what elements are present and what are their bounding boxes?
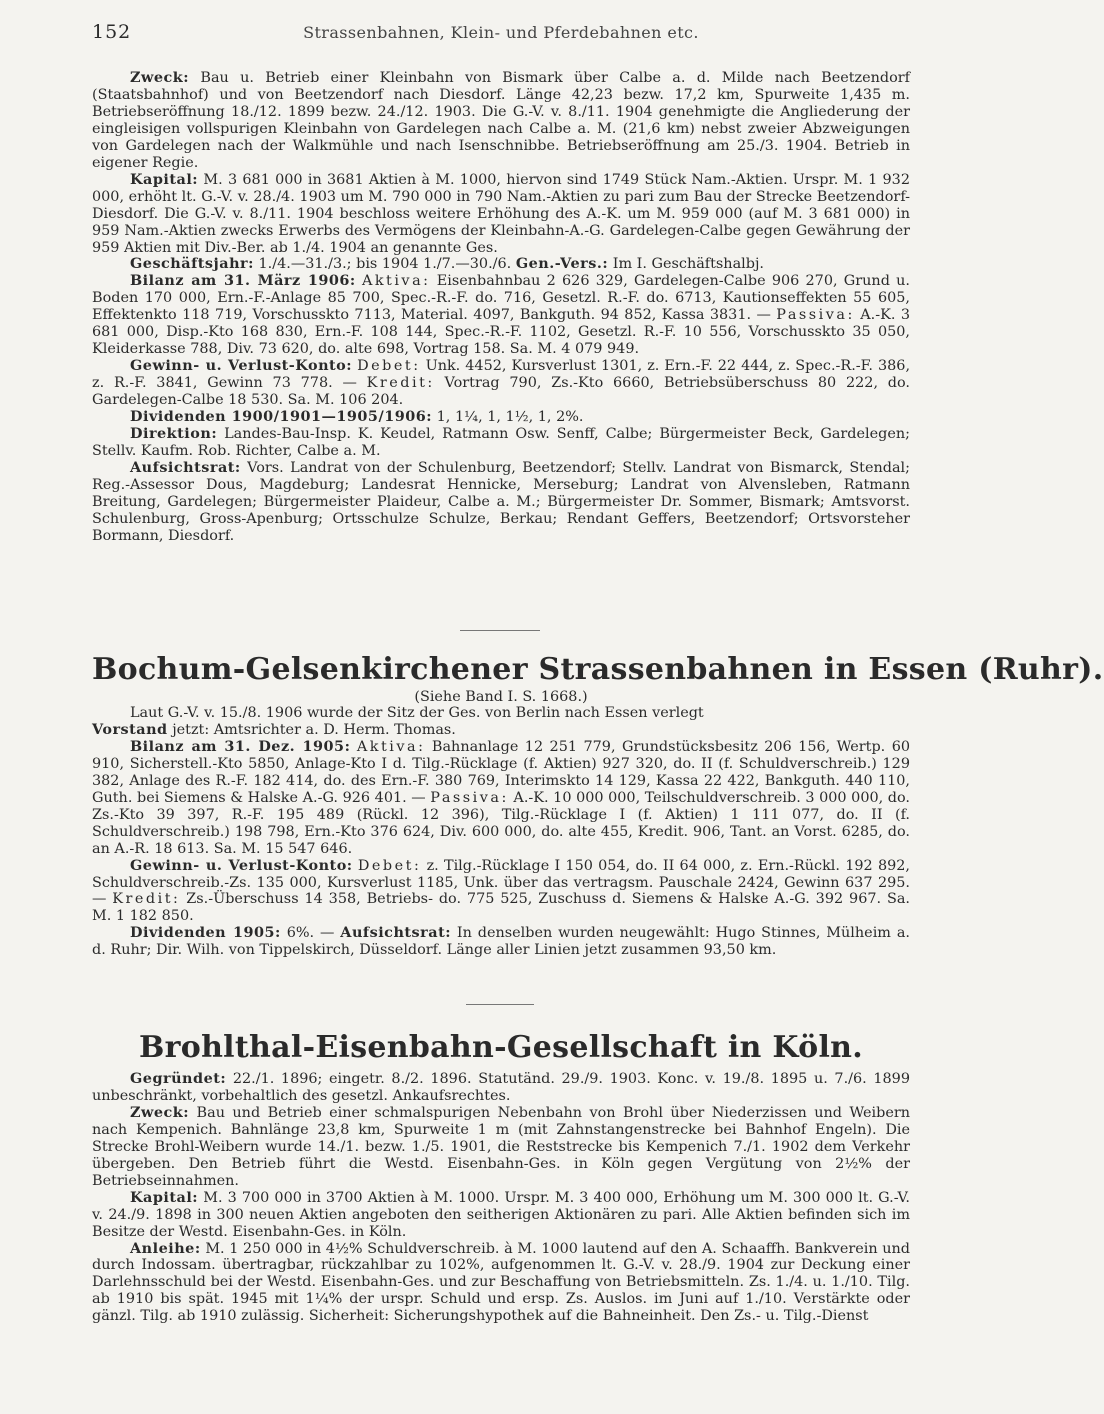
text-bilanz-passiva: A.-K. 10 000 000, Teilschuldverschreib. 3 000 000, do. Zs.-Kto 39 397, R.-F. 195 489 (Rückl. 12 396), Tilg.-Rücklage I (f. Aktien) 1 111 077, do. II (f. Schuldverschreib.) 198 798, Ern.-Kto 376 624, Div. 600 000, do. alte 455, Kredit. 906, Tant. an Vorst. 6285, do. an A.-R. 18 613. Sa. M. 15 547 646. [92,789,910,857]
text-aufsichtsrat: In denselben wurden neugewählt: Hugo Stinnes, Mülheim a. d. Ruhr; Dir. Wilh. von Tippelskirch, Düsseldorf. Länge aller Linien jetzt zusammen 93,50 km. [92,925,910,959]
label-guv: Gewinn- u. Verlust-Konto: [130,357,353,375]
para-anleihe [92,1241,910,1326]
text-dividenden: 6%. — [286,925,335,942]
word-debet: Debet: [357,857,422,874]
word-kredit: Kredit: [112,891,181,908]
text-bilanz-passiva: A.-K. 3 681 000, Disp.-Kto 168 830, Ern.-F. 108 144, Spec.-R.-F. 1102, Gesetzl. R.-F. 10 556, Vorschusskto 35 050, Kleiderkasse 788, Div. 73 620, do. alte 698, Vortrag 158. Sa. M. 4 079 949. [92,307,910,358]
text-bilanz-aktiva: Eisenbahnbau 2 626 329, Gardelegen-Calbe 906 270, Grund u. Boden 170 000, Ern.-F.-Anlage 85 700, Spec.-R.-F. do. 716, Gesetzl. R.-F. do. 6713, Kautionseffekten 55 605, Effektenkto 118 719, Vorschusskto 7113, Material. 4097, Bankguth. 94 852, Kassa 3831. — [92,273,910,324]
label-genvers: Gen.-Vers.: [515,255,609,273]
label-geschaeftsjahr: Geschäftsjahr: [130,255,254,273]
label-dividenden: Dividenden 1905: [130,924,281,942]
label-aufsichtsrat: Aufsichtsrat: [340,924,452,942]
page-number: 152 [92,21,132,43]
text-aufsichtsrat: Vors. Landrat von der Schulenburg, Beetzendorf; Stellv. Landrat von Bismarck, Stendal; Reg.-Assessor Dous, Magdeburg; Landesrat Hennicke, Merseburg; Landrat von Alvensleben, Ratmann Breitung, Gardelegen; Bürgermeister Plaideur, Calbe a. M.; Bürgermeister Dr. Sommer, Bismark; Amtsvorst. Schulenburg, Gross-Apenburg; Ortsschulze Schulze, Berkau; Rendant Geffers, Beetzendorf; Ortsvorsteher Bormann, Diesdorf. [92,459,910,544]
para-zweck [92,70,910,172]
text-guv-kredit: Zs.-Überschuss 14 358, Betriebs- do. 775 525, Zuschuss d. Siemens & Halske A.-G. 392 967. Sa. M. 1 182 850. [92,891,910,925]
label-guv: Gewinn- u. Verlust-Konto: [130,856,353,874]
heading-bochum-gelsenkirchen: Bochum-Gelsenkirchener Strassenbahnen in Essen (Ruhr). [92,652,1104,687]
text-direktion: Landes-Bau-Insp. K. Keudel, Ratmann Osw. Senff, Calbe; Bürgermeister Beck, Gardelegen; Stellv. Kaufm. Rob. Richter, Calbe a. M. [92,426,910,459]
text-guv-debet: z. Tilg.-Rücklage I 150 054, do. II 64 000, z. Ern.-Rückl. 192 892, Schuldverschreib.-Zs. 135 000, Kursverlust 1185, Unk. über das vertragsm. Pauschale 2424, Gewinn 637 295. — [92,857,910,908]
para-dividenden [92,409,910,426]
word-aktiva: Aktiva: [356,738,426,755]
word-kredit: Kredit: [366,375,435,392]
para-kapital [92,172,910,257]
label-aufsichtsrat: Aufsichtsrat: [130,458,241,476]
label-kapital: Kapital: [130,170,199,188]
text-guv-debet: Unk. 4452, Kursverlust 1301, z. Ern.-F. 22 444, z. Spec.-R.-F. 386, z. R.-F. 3841, Gewinn 73 778. — [92,358,911,392]
para-bilanz [92,739,910,858]
text-zweck: Bau und Betrieb einer schmalspurigen Nebenbahn von Brohl über Niederzissen und Weibern nach Kempenich. Bahnlänge 23,8 km, Spurweite 1 m (mit Zahnstangenstrecke bei Bahnhof Engeln). Die Strecke Brohl-Weibern wurde 14./1. bezw. 1./5. 1901, die Reststrecke bis Kempenich 7./1. 1902 dem Verkehr übergeben. Den Betrieb führt die Westd. Eisenbahn-Ges. in Köln gegen Vergütung von 2½% der Betriebseinnahmen. [92,1104,911,1189]
text-genvers: Im I. Geschäftshalbj. [612,256,765,273]
label-bilanz: Bilanz am 31. März 1906: [130,272,356,290]
word-debet: Debet: [357,358,421,375]
label-direktion: Direktion: [130,425,218,443]
text-bilanz-aktiva: Bahnanlage 12 251 779, Grundstücksbesitz 206 156, Wertp. 60 910, Sicherstell.-Kto 5850, Anlage-Kto I d. Tilg.-Rücklage (f. Aktien) 927 320, do. II (f. Schuldverschreib.) 129 382, Anlage des R.-F. 182 414, do. des Ern.-F. 380 769, Interimskto 14 129, Kassa 22 422, Bankguth. 440 110, Guth. bei Siemens & Halske A.-G. 926 401. — [92,738,911,806]
text-kapital: M. 3 681 000 in 3681 Aktien à M. 1000, hiervon sind 1749 Stück Nam.-Aktien. Urspr. M. 1 932 000, erhöht lt. G.-V. v. 28./4. 1903 um M. 790 000 in 790 Nam.-Aktien zu pari zum Bau der Strecke Beetzendorf-Diesdorf. Die G.-V. v. 8./11. 1904 beschloss weitere Erhöhung des A.-K. um M. 959 000 (auf M. 3 681 000) in 959 Nam.-Aktien zwecks Erwerbs des Vermögens der Kleinbahn-A.-G. Gardelegen-Calbe gegen Gewährung der 959 Aktien mit Div.-Ber. ab 1./4. 1904 an genannte Ges. [92,171,910,256]
para-geschaeftsjahr [92,256,910,273]
para-guv [92,858,910,926]
running-title: Strassenbahnen, Klein- und Pferdebahnen etc. [303,22,699,42]
label-zweck: Zweck: [130,1103,190,1121]
text-zweck: Bau u. Betrieb einer Kleinbahn von Bismark über Calbe a. d. Milde nach Beetzendorf (Staatsbahnhof) und von Beetzendorf nach Diesdorf. Länge 42,23 bezw. 17,2 km, Spurweite 1,435 m. Betriebseröffnung 18./12. 1899 bezw. 24./12. 1903. Die G.-V. v. 8./11. 1904 genehmigte die Angliederung der eingleisigen vollspurigen Kleinbahn von Gardelegen nach Calbe a. M. (21,6 km) nebst zweier Abzweigungen von Gardelegen nach der Walkmühle und nach Isenschnibbe. Betriebseröffnung am 25./3. 1904. Betrieb in eigener Regie. [92,70,910,171]
heading-brohlthal: Brohlthal-Eisenbahn-Gesellschaft in Köln. [139,1030,863,1065]
para-aufsichtsrat [92,460,910,545]
subtitle-reference: (Siehe Band I. S. 1668.) [414,689,588,705]
para-gegruendet [92,1071,910,1105]
page-header [92,20,910,44]
word-passiva: Passiva: [776,307,855,324]
divider-rule-2 [466,1004,534,1005]
section-kleinbahn-bismark [92,70,910,545]
text-intro: Laut G.-V. v. 15./8. 1906 wurde der Sitz der Ges. von Berlin nach Essen verlegt [130,705,704,721]
text-dividenden: 1, 1¼, 1, 1½, 1, 2%. [436,409,584,426]
para-zweck [92,1105,910,1190]
para-vorstand [92,722,910,739]
text-geschaeftsjahr: 1./4.—31./3.; bis 1904 1./7.—30./6. [258,256,512,273]
label-vorstand: Vorstand [92,720,168,738]
text-gegruendet: 22./1. 1896; eingetr. 8./2. 1896. Statutänd. 29./9. 1903. Konc. v. 19./8. 1895 u. 7./6. 1899 unbeschränkt, vorbehaltlich des gesetzl. Ankaufsrechtes. [92,1071,910,1104]
label-kapital: Kapital: [130,1188,199,1206]
section-brohlthal [92,1030,910,1325]
text-guv-kredit: Vortrag 790, Zs.-Kto 6660, Betriebsüberschuss 80 222, do. Gardelegen-Calbe 18 530. Sa. M. 106 204. [92,375,911,409]
text-kapital: M. 3 700 000 in 3700 Aktien à M. 1000. Urspr. M. 3 400 000, Erhöhung um M. 300 000 lt. G.-V. v. 24./9. 1898 in 300 neuen Aktien angeboten den seitherigen Aktionären zu pari. Alle Aktien befinden sich im Besitze der Westd. Eisenbahn-Ges. in Köln. [92,1189,911,1240]
para-guv [92,358,910,409]
label-zweck: Zweck: [130,69,190,86]
para-direktion [92,426,910,460]
label-gegruendet: Gegründet: [130,1070,227,1087]
word-passiva: Passiva: [430,789,509,806]
section-bochum-gelsenkirchen [92,652,1104,959]
para-intro [92,705,910,722]
label-dividenden: Dividenden 1900/1901—1905/1906: [130,408,433,426]
word-aktiva: Aktiva: [361,273,431,290]
para-dividenden [92,925,910,959]
label-anleihe: Anleihe: [130,1239,201,1257]
text-vorstand: jetzt: Amtsrichter a. D. Herm. Thomas. [172,721,456,738]
para-kapital [92,1190,910,1241]
divider-rule [460,630,540,631]
text-anleihe: M. 1 250 000 in 4½% Schuldverschreib. à M. 1000 lautend auf den A. Schaaffh. Bankverein und durch Indossam. übertragbar, rückzahlbar zu 102%, aufgenommen lt. G.-V. v. 28./9. 1904 zur Deckung einer Darlehnsschuld bei der Westd. Eisenbahn-Ges. und zur Beschaffung von Betriebsmitteln. Zs. 1./4. u. 1./10. Tilg. ab 1910 bis spät. 1945 mit 1¼% der urspr. Schuld und ersp. Zs. Auslos. im Juni auf 1./10. Verstärkte oder gänzl. Tilg. ab 1910 zulässig. Sicherheit: Sicherungshypothek auf die Bahneinheit. Den Zs.- u. Tilg.-Dienst [92,1240,911,1325]
label-bilanz: Bilanz am 31. Dez. 1905: [130,737,351,755]
para-bilanz [92,273,910,358]
